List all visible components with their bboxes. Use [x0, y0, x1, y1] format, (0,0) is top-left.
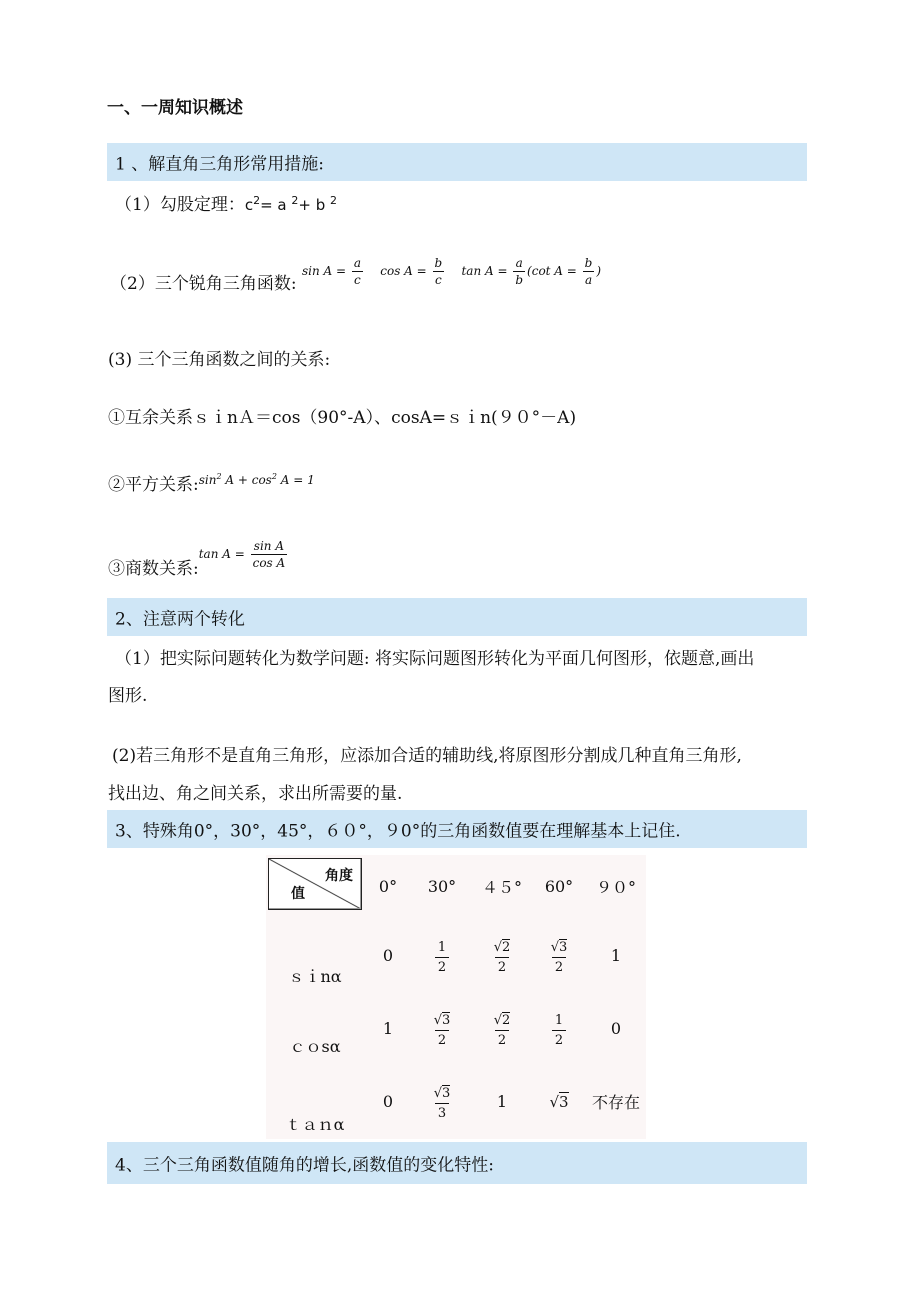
row-label-sin: ｓｉnα — [288, 967, 342, 986]
table-corner-cell — [266, 855, 364, 917]
tan-30: $\frac{√3}{3}$ — [433, 1085, 451, 1121]
sin-0: 0 — [382, 945, 394, 965]
pythagoras-formula: $c^2= a$ $^2$+ b $^2$ — [244, 194, 338, 214]
tan-45: 1 — [496, 1091, 508, 1111]
angle-0: 0° — [378, 876, 398, 896]
sin-90: 1 — [610, 945, 622, 965]
page-heading: 一、一周知识概述 — [107, 98, 243, 118]
section-2-band — [107, 598, 807, 636]
sin-30: $\frac{1}{2}$ — [412, 917, 472, 993]
section-3-title: 3、特殊角0°，30°，45°，６０°，９0°的三角函数值要在理解基本上记住. — [115, 821, 681, 842]
quotient-relation — [108, 538, 289, 579]
table-header-row — [266, 855, 646, 917]
diagonal-header — [268, 858, 362, 910]
section-2-p1-line2: 图形. — [108, 686, 148, 706]
tan-90: 不存在 — [591, 1092, 640, 1112]
item-1 — [115, 190, 337, 215]
table-row-sin — [266, 917, 646, 993]
square-relation — [108, 470, 315, 495]
square-relation-label: ②平方关系: — [108, 475, 199, 495]
special-angles-table — [266, 855, 646, 1139]
quotient-relation-formula: tan A = $\frac{\text{sin A}}{\text{cos A}}$ — [198, 539, 286, 570]
quotient-relation-label: ③商数关系: — [108, 559, 199, 579]
complementary-relation: ①互余关系ｓｉnＡ＝cos（90°-A）、cosA=ｓｉn(９０°－A) — [108, 408, 577, 428]
section-2-p1-line1: （1）把实际问题转化为数学问题: 将实际问题图形转化为平面几何图形，依题意,画出 — [115, 649, 755, 669]
tan-0: 0 — [382, 1091, 394, 1111]
section-1-title: 1 、解直角三角形常用措施: — [115, 154, 324, 175]
cos-90: 0 — [610, 1018, 622, 1038]
section-1-band — [107, 143, 807, 181]
table-row-tan — [266, 1063, 646, 1139]
trig-definitions: sin A = $\frac{a}{c}$ cos A = $\frac{b}{c}$ tan A = $\frac{a}{b}$ (cot A = $\frac{b}{a}$ ) — [301, 256, 602, 287]
header-value: 值 — [291, 886, 305, 902]
cos-45: $\frac{√2}{2}$ — [493, 1012, 511, 1048]
angle-30: 30° — [427, 876, 457, 896]
item-1-label: （1）勾股定理： — [115, 195, 245, 215]
square-relation-formula: sin2 A + cos2 A = 1 — [198, 472, 315, 487]
cos-60: $\frac{1}{2}$ — [532, 993, 586, 1063]
section-4-title: 4、三个三角函数值随角的增长,函数值的变化特性: — [115, 1155, 494, 1176]
sin-45: $\frac{√2}{2}$ — [493, 939, 511, 975]
angle-90: ９０° — [595, 877, 636, 897]
section-2-p2-line1: (2)若三角形不是直角三角形，应添加合适的辅助线,将原图形分割成几种直角三角形, — [112, 746, 742, 766]
header-angle: 角度 — [325, 868, 353, 884]
item-2 — [110, 255, 601, 294]
row-label-cos: ｃｏsα — [289, 1037, 341, 1056]
table-row-cos — [266, 993, 646, 1063]
cos-0: 1 — [382, 1018, 394, 1038]
section-2-title: 2、注意两个转化 — [115, 609, 245, 630]
tan-60: √3 — [549, 1092, 569, 1111]
row-label-tan: ｔａｎα — [285, 1115, 345, 1134]
item-2-label: （2）三个锐角三角函数: — [110, 274, 297, 294]
section-3-band — [107, 810, 807, 848]
section-2-p2-line2: 找出边、角之间关系，求出所需要的量. — [108, 784, 403, 804]
angle-45: ４５° — [481, 877, 522, 897]
cos-30: $\frac{√3}{2}$ — [433, 1012, 451, 1048]
section-4-band — [107, 1142, 807, 1184]
sin-60: $\frac{√3}{2}$ — [550, 939, 568, 975]
angle-60: 60° — [544, 876, 574, 896]
item-3: (3) 三个三角函数之间的关系: — [108, 350, 331, 370]
